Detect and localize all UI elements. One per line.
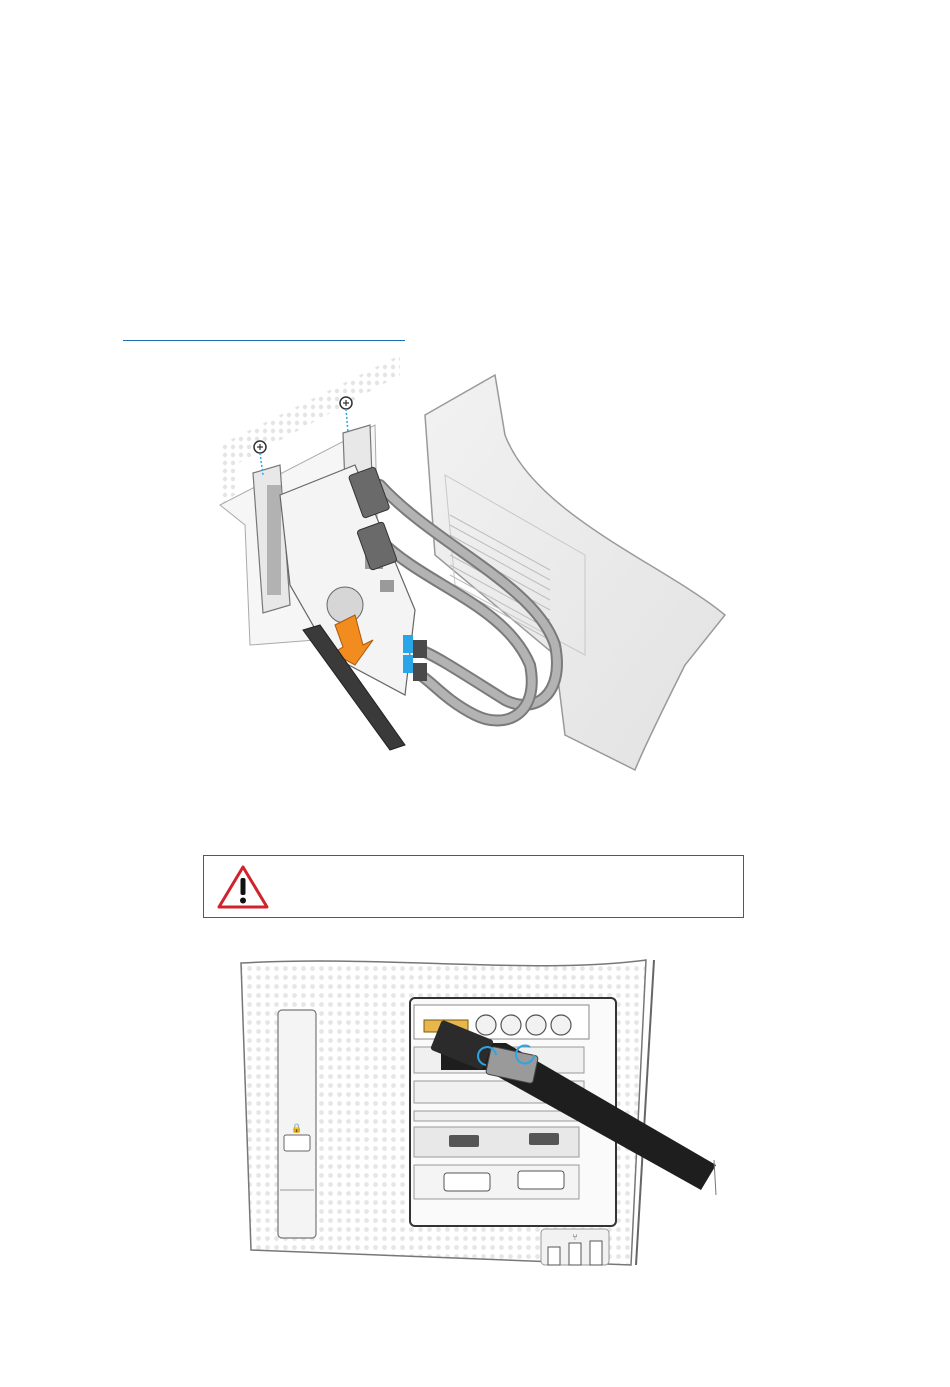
card-fan	[327, 587, 363, 623]
svg-text:⑂: ⑂	[572, 1233, 578, 1243]
usb-port	[590, 1241, 602, 1265]
hdmi-port	[449, 1135, 479, 1147]
blue-connector	[403, 655, 413, 673]
dvi-port	[518, 1171, 564, 1189]
dvi-port	[444, 1173, 490, 1191]
screw-icon	[340, 397, 352, 433]
rear-panel-cable-connection-illustration	[236, 955, 721, 1270]
svg-text:🔒: 🔒	[291, 1124, 303, 1134]
section-rule	[123, 340, 405, 341]
usb-port	[569, 1243, 581, 1265]
pcie-card-installation-illustration	[205, 355, 740, 775]
blue-connector	[403, 635, 413, 653]
hdmi-port	[529, 1133, 559, 1145]
warning-triangle-icon	[216, 864, 270, 910]
warning-callout	[203, 855, 744, 918]
usb-port	[548, 1247, 560, 1265]
